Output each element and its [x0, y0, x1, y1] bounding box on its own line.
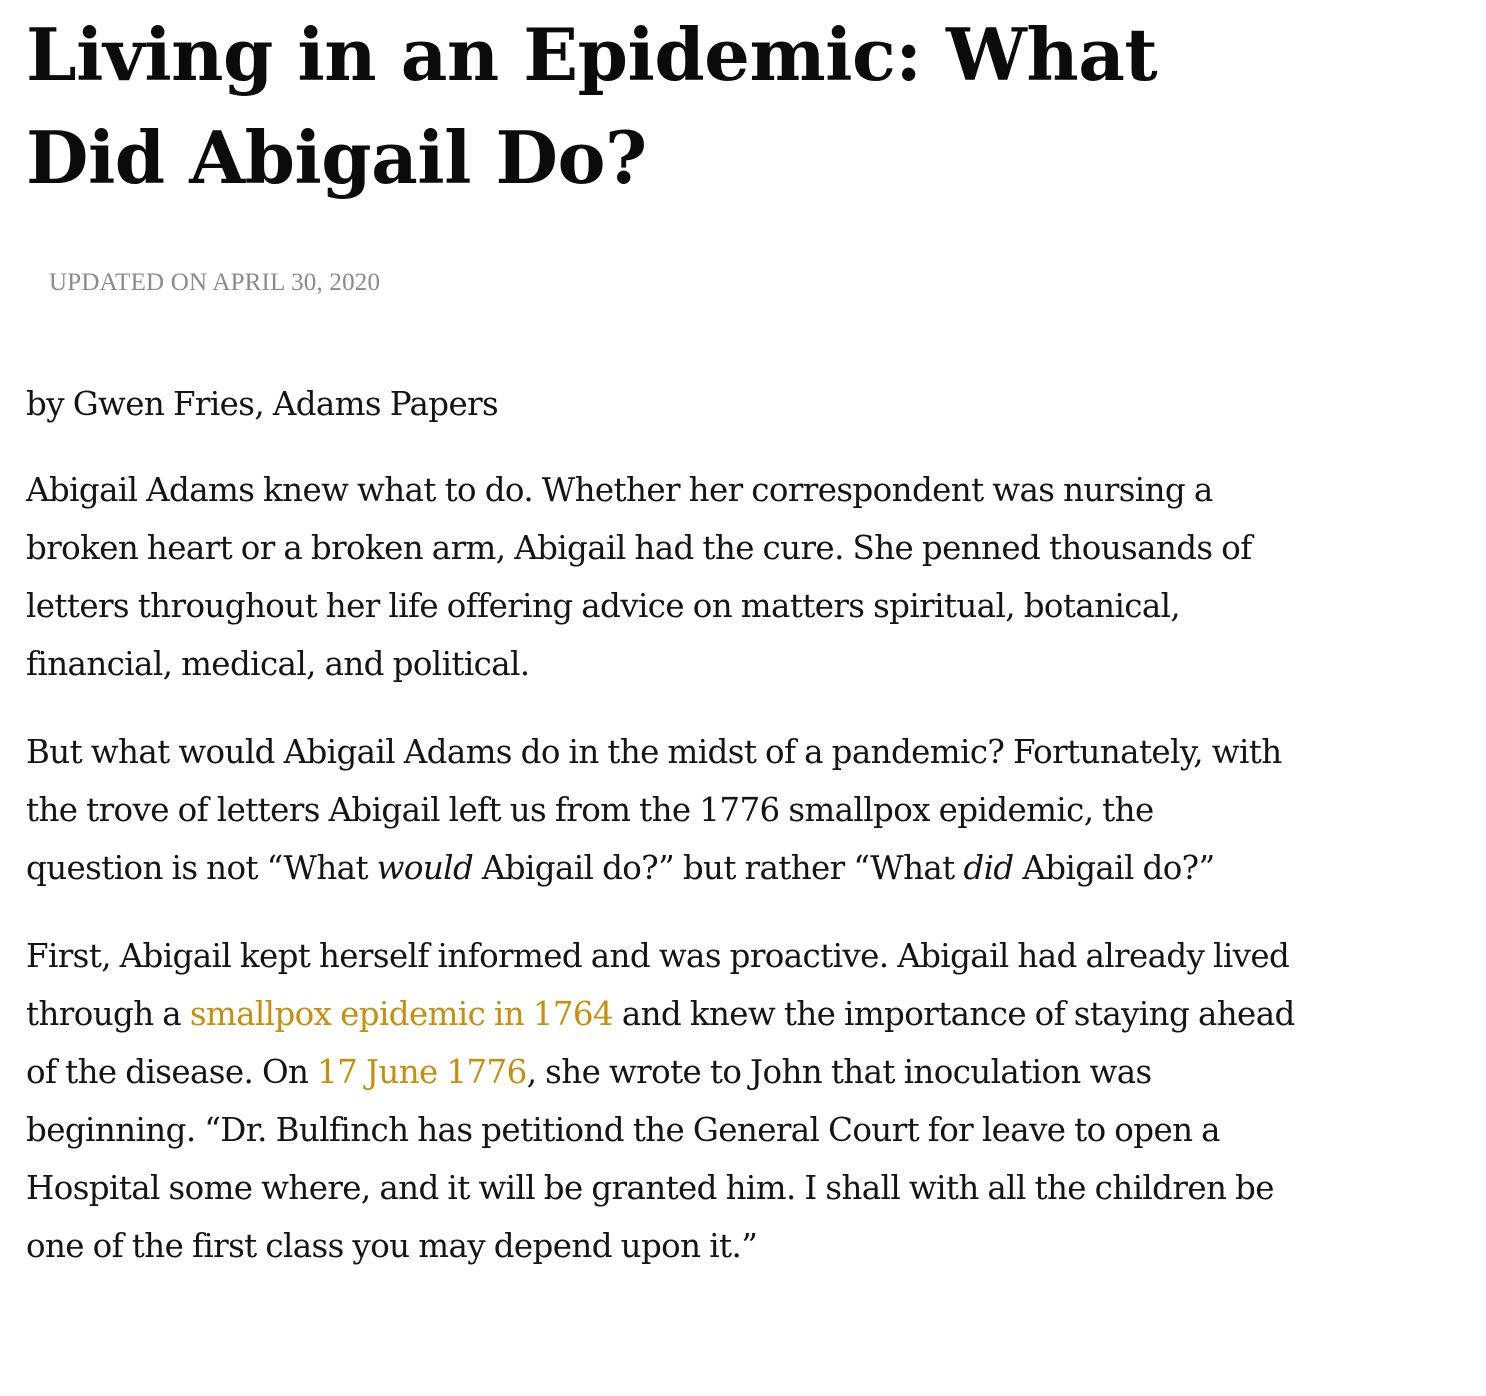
paragraph-intro: Abigail Adams knew what to do. Whether her correspondent was nursing a broken heart or a broken arm, Abigail had the cure. She penned thousands of letters throughout her life offering advice on matters spiritual, botanical, financial, medical, and political.: [26, 471, 1252, 683]
article-title: Living in an Epidemic: What Did Abigail Do?: [26, 12, 1158, 200]
paragraph-question-text: Abigail do?”: [1013, 849, 1215, 887]
paragraph-question-text: Abigail do?” but rather “What: [473, 849, 964, 887]
paragraph-question-text: But what would Abigail Adams do in the midst of a pandemic? Fortunately, with the trove of letters Abigail left us from the 1776 smallpox epidemic, the question is not “What: [26, 733, 1282, 887]
paragraph-first-text: and knew the importance of staying ahead of the disease. On: [26, 995, 1295, 1091]
link-17-june-1776[interactable]: 17 June 1776: [317, 1053, 527, 1091]
article: [26, 0, 1296, 1275]
paragraph-first-text: , she wrote to John that inoculation was beginning. “Dr. Bulfinch has petitiond the General Court for leave to open a Hospital some where, and it will be granted him. I shall with all the children be one of the first class you may depend upon it.”: [26, 1053, 1274, 1265]
paragraph-first-text: First, Abigail kept herself informed and was proactive. Abigail had already lived through a: [26, 937, 1290, 1033]
updated-date: UPDATED ON APRIL 30, 2020: [49, 269, 381, 296]
emphasis-would: would: [376, 849, 474, 887]
paragraph-first: [26, 927, 1296, 1275]
link-smallpox-epidemic-1764[interactable]: smallpox epidemic in 1764: [189, 995, 614, 1033]
paragraph-question: [26, 723, 1296, 897]
byline: by Gwen Fries, Adams Papers: [26, 385, 499, 423]
emphasis-did: did: [963, 849, 1014, 887]
